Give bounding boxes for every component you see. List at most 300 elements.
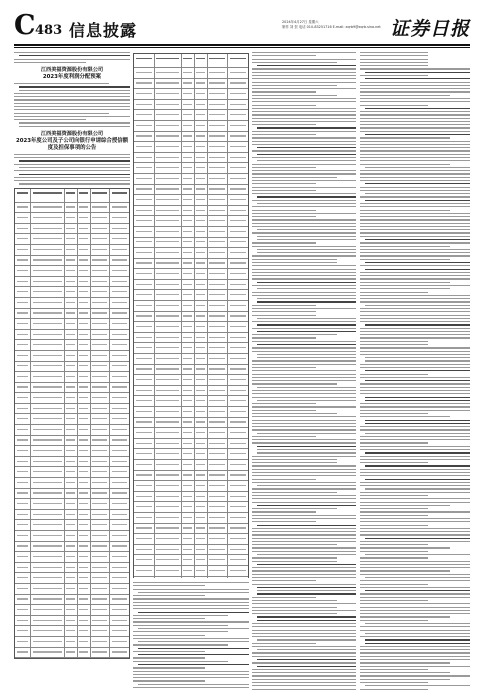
table-cell bbox=[78, 393, 91, 403]
text-line bbox=[360, 584, 428, 585]
text-line bbox=[133, 631, 228, 632]
text-line bbox=[252, 508, 337, 509]
text-line bbox=[252, 567, 356, 568]
table-cell bbox=[155, 492, 182, 502]
text-line bbox=[14, 154, 130, 155]
table-cell bbox=[110, 309, 129, 319]
table-row bbox=[134, 396, 248, 407]
table-cell bbox=[228, 375, 248, 385]
text-line bbox=[360, 669, 428, 670]
text-line bbox=[252, 150, 356, 151]
text-line bbox=[360, 600, 428, 601]
table-cell bbox=[65, 467, 78, 477]
text-line bbox=[360, 416, 450, 417]
text-line bbox=[252, 436, 316, 437]
table-cell bbox=[134, 227, 155, 237]
table-cell bbox=[91, 351, 111, 361]
table-cell bbox=[134, 386, 155, 396]
text-line bbox=[360, 383, 470, 384]
text-line bbox=[252, 459, 337, 460]
table-cell bbox=[195, 206, 208, 216]
table-cell bbox=[91, 213, 111, 223]
table-cell bbox=[110, 362, 129, 372]
table-cell bbox=[208, 153, 229, 163]
text-line bbox=[360, 206, 470, 207]
text-line bbox=[257, 639, 356, 640]
text-line bbox=[360, 620, 428, 621]
text-line bbox=[133, 615, 228, 616]
text-line bbox=[360, 52, 428, 53]
text-line bbox=[252, 219, 356, 220]
table-cell bbox=[78, 287, 91, 297]
table-cell bbox=[15, 542, 31, 552]
column-4 bbox=[360, 50, 470, 692]
text-line bbox=[360, 610, 470, 611]
text-line bbox=[360, 525, 428, 526]
table-cell bbox=[195, 439, 208, 449]
table-cell bbox=[15, 605, 31, 615]
text-line bbox=[252, 121, 356, 122]
text-line bbox=[360, 259, 450, 260]
text-line bbox=[257, 616, 356, 617]
text-line bbox=[252, 82, 356, 83]
table-cell bbox=[110, 245, 129, 255]
table-cell bbox=[91, 595, 111, 605]
text-line bbox=[252, 223, 356, 224]
table-cell bbox=[110, 266, 129, 276]
table-cell bbox=[155, 502, 182, 512]
text-line bbox=[252, 62, 337, 63]
table-row bbox=[15, 584, 129, 595]
table-cell bbox=[15, 626, 31, 636]
table-cell bbox=[65, 287, 78, 297]
text-line bbox=[14, 164, 130, 165]
text-line bbox=[252, 426, 356, 427]
table-cell bbox=[78, 520, 91, 530]
table-cell bbox=[78, 383, 91, 393]
text-line bbox=[138, 648, 249, 649]
text-line bbox=[365, 633, 470, 634]
table-cell bbox=[155, 386, 182, 396]
text-line bbox=[252, 200, 356, 201]
table-cell bbox=[134, 290, 155, 300]
table-cell bbox=[208, 471, 229, 481]
table-cell bbox=[15, 446, 31, 456]
table-cell bbox=[155, 555, 182, 565]
table-cell bbox=[91, 277, 111, 287]
table-row bbox=[15, 436, 129, 447]
table-cell bbox=[195, 269, 208, 279]
table-cell bbox=[182, 513, 195, 523]
text-line bbox=[360, 127, 470, 128]
text-line bbox=[360, 557, 428, 558]
text-line bbox=[252, 607, 337, 608]
table-cell bbox=[15, 319, 31, 329]
table-cell bbox=[65, 489, 78, 499]
text-line bbox=[252, 423, 356, 424]
text-line bbox=[360, 213, 470, 214]
text-line bbox=[365, 167, 470, 168]
table-cell bbox=[182, 54, 195, 67]
text-line bbox=[365, 554, 470, 555]
table-cell bbox=[15, 520, 31, 530]
text-line bbox=[360, 292, 428, 293]
text-line bbox=[360, 459, 470, 460]
text-line bbox=[252, 141, 356, 142]
table-cell bbox=[208, 121, 229, 131]
text-line bbox=[360, 682, 428, 683]
newspaper-logo: 证券日报 bbox=[389, 18, 470, 40]
table-cell bbox=[31, 383, 65, 393]
text-line bbox=[360, 528, 470, 529]
text-line bbox=[360, 367, 470, 368]
masthead-rule-thin bbox=[14, 47, 470, 48]
table-cell bbox=[134, 206, 155, 216]
table-row bbox=[15, 563, 129, 574]
table-cell bbox=[91, 266, 111, 276]
table-cell bbox=[110, 436, 129, 446]
table-row bbox=[134, 492, 248, 503]
table-cell bbox=[110, 489, 129, 499]
text-line bbox=[360, 630, 470, 631]
table-cell bbox=[134, 248, 155, 258]
text-line bbox=[360, 587, 470, 588]
text-line bbox=[252, 193, 356, 194]
text-line bbox=[257, 449, 356, 450]
table-cell bbox=[155, 132, 182, 142]
table-cell bbox=[195, 577, 208, 579]
table-cell bbox=[155, 259, 182, 269]
table-cell bbox=[31, 436, 65, 446]
text-line bbox=[365, 685, 470, 686]
table-row bbox=[15, 414, 129, 425]
table-cell bbox=[208, 312, 229, 322]
table-row bbox=[134, 216, 248, 227]
table-cell bbox=[155, 174, 182, 184]
text-line bbox=[252, 177, 337, 178]
table-cell bbox=[31, 499, 65, 509]
table-cell bbox=[31, 520, 65, 530]
table-cell bbox=[208, 577, 229, 579]
text-line bbox=[360, 508, 428, 509]
table-cell bbox=[110, 457, 129, 467]
text-line bbox=[360, 173, 470, 174]
table-cell bbox=[195, 354, 208, 364]
table-cell bbox=[208, 259, 229, 269]
table-cell bbox=[195, 216, 208, 226]
table-row bbox=[134, 79, 248, 90]
table-row bbox=[134, 142, 248, 153]
table-cell bbox=[65, 266, 78, 276]
table-cell bbox=[228, 185, 248, 195]
text-line bbox=[360, 393, 470, 394]
text-line bbox=[360, 574, 470, 575]
table-cell bbox=[15, 573, 31, 583]
table-row bbox=[15, 573, 129, 584]
text-line bbox=[252, 52, 356, 53]
table-row bbox=[15, 298, 129, 309]
table-cell bbox=[78, 446, 91, 456]
text-line bbox=[360, 101, 470, 102]
table-cell bbox=[31, 404, 65, 414]
text-line bbox=[14, 59, 130, 60]
table-cell bbox=[134, 68, 155, 78]
text-line bbox=[360, 298, 470, 299]
table-row bbox=[15, 189, 129, 203]
text-line bbox=[360, 679, 450, 680]
table-cell bbox=[155, 153, 182, 163]
table-cell bbox=[155, 79, 182, 89]
text-line bbox=[252, 255, 356, 256]
table-cell bbox=[155, 269, 182, 279]
text-line bbox=[360, 475, 470, 476]
table-cell bbox=[208, 333, 229, 343]
table-cell bbox=[195, 153, 208, 163]
text-line bbox=[360, 68, 470, 69]
table-cell bbox=[182, 195, 195, 205]
text-line bbox=[133, 595, 205, 596]
text-line bbox=[360, 187, 470, 188]
text-line bbox=[252, 561, 337, 562]
table-cell bbox=[134, 375, 155, 385]
table-cell bbox=[78, 563, 91, 573]
table-cell bbox=[78, 362, 91, 372]
table-cell bbox=[155, 238, 182, 248]
table-cell bbox=[195, 365, 208, 375]
table-cell bbox=[195, 418, 208, 428]
table-cell bbox=[31, 298, 65, 308]
table-cell bbox=[78, 457, 91, 467]
text-line bbox=[360, 210, 450, 211]
text-line bbox=[257, 196, 356, 197]
table-cell bbox=[155, 428, 182, 438]
text-line bbox=[360, 295, 470, 296]
text-line bbox=[365, 488, 470, 489]
table-row bbox=[134, 206, 248, 217]
col2-footer-lines bbox=[133, 582, 249, 688]
table-cell bbox=[15, 309, 31, 319]
text-line bbox=[257, 239, 356, 240]
text-line bbox=[257, 649, 356, 650]
table-cell bbox=[155, 471, 182, 481]
table-cell bbox=[155, 248, 182, 258]
table-cell bbox=[134, 195, 155, 205]
text-line bbox=[360, 98, 470, 99]
text-line bbox=[14, 103, 130, 104]
table-cell bbox=[228, 471, 248, 481]
text-line bbox=[14, 106, 130, 107]
text-line bbox=[360, 462, 428, 463]
table-cell bbox=[195, 428, 208, 438]
table-cell bbox=[31, 637, 65, 647]
table-row bbox=[15, 309, 129, 320]
table-cell bbox=[91, 552, 111, 562]
table-cell bbox=[31, 372, 65, 382]
text-line bbox=[360, 570, 450, 571]
text-line bbox=[360, 498, 470, 499]
table-cell bbox=[208, 418, 229, 428]
table-cell bbox=[195, 280, 208, 290]
text-line bbox=[19, 167, 130, 168]
text-line bbox=[360, 219, 470, 220]
table-cell bbox=[134, 259, 155, 269]
table-row bbox=[134, 555, 248, 566]
table-cell bbox=[15, 637, 31, 647]
table-cell bbox=[31, 584, 65, 594]
text-line bbox=[252, 577, 356, 578]
table-cell bbox=[228, 68, 248, 78]
table-cell bbox=[65, 245, 78, 255]
table-cell bbox=[110, 340, 129, 350]
text-line bbox=[360, 544, 428, 545]
text-line bbox=[252, 98, 356, 99]
table-cell bbox=[65, 362, 78, 372]
table-row bbox=[134, 280, 248, 291]
text-line bbox=[252, 413, 337, 414]
col1-body-text-1 bbox=[14, 83, 130, 127]
table-cell bbox=[65, 277, 78, 287]
text-line bbox=[360, 541, 470, 542]
text-line bbox=[360, 564, 470, 565]
text-line bbox=[360, 85, 470, 86]
table-cell bbox=[155, 343, 182, 353]
table-row bbox=[15, 510, 129, 521]
text-line bbox=[252, 633, 356, 634]
table-cell bbox=[110, 425, 129, 435]
table-cell bbox=[228, 227, 248, 237]
table-cell bbox=[182, 343, 195, 353]
table-cell bbox=[155, 513, 182, 523]
text-line bbox=[365, 479, 470, 480]
table-cell bbox=[31, 224, 65, 234]
table-row bbox=[134, 566, 248, 577]
table-cell bbox=[78, 319, 91, 329]
text-line bbox=[360, 429, 470, 430]
table-cell bbox=[65, 383, 78, 393]
col2-table bbox=[133, 53, 249, 578]
text-line bbox=[360, 311, 470, 312]
table-row bbox=[15, 499, 129, 510]
table-cell bbox=[195, 121, 208, 131]
text-line bbox=[360, 521, 470, 522]
table-cell bbox=[78, 203, 91, 213]
table-row bbox=[15, 446, 129, 457]
table-cell bbox=[15, 234, 31, 244]
text-line bbox=[360, 144, 470, 145]
table-cell bbox=[155, 163, 182, 173]
text-line bbox=[257, 659, 356, 660]
text-line bbox=[257, 252, 356, 253]
text-line bbox=[360, 446, 470, 447]
table-cell bbox=[65, 256, 78, 266]
table-cell bbox=[65, 425, 78, 435]
table-cell bbox=[134, 89, 155, 99]
table-cell bbox=[228, 100, 248, 110]
table-cell bbox=[91, 467, 111, 477]
text-line bbox=[360, 413, 428, 414]
table-cell bbox=[31, 542, 65, 552]
table-cell bbox=[182, 577, 195, 579]
text-line bbox=[360, 118, 470, 119]
table-cell bbox=[228, 555, 248, 565]
table-cell bbox=[110, 531, 129, 541]
text-line bbox=[360, 285, 470, 286]
table-cell bbox=[228, 534, 248, 544]
table-cell bbox=[134, 566, 155, 576]
text-line bbox=[133, 625, 228, 626]
table-cell bbox=[195, 227, 208, 237]
table-cell bbox=[65, 616, 78, 626]
text-line bbox=[252, 295, 356, 296]
text-line bbox=[252, 469, 356, 470]
table-cell bbox=[208, 79, 229, 89]
text-line bbox=[252, 479, 316, 480]
table-row bbox=[134, 301, 248, 312]
table-cell bbox=[182, 248, 195, 258]
table-cell bbox=[110, 552, 129, 562]
text-line bbox=[252, 439, 356, 440]
text-line bbox=[252, 278, 356, 279]
text-line bbox=[360, 482, 470, 483]
text-line bbox=[133, 621, 249, 622]
table-cell bbox=[78, 595, 91, 605]
table-row bbox=[15, 372, 129, 383]
table-cell bbox=[91, 256, 111, 266]
text-line bbox=[360, 666, 470, 667]
text-line bbox=[252, 383, 337, 384]
text-line bbox=[252, 367, 316, 368]
text-line bbox=[138, 612, 249, 613]
table-cell bbox=[65, 224, 78, 234]
table-cell bbox=[208, 100, 229, 110]
table-cell bbox=[31, 457, 65, 467]
table-cell bbox=[182, 280, 195, 290]
text-line bbox=[252, 134, 316, 135]
text-line bbox=[360, 147, 470, 148]
table-cell bbox=[31, 616, 65, 626]
section-letter: C bbox=[14, 10, 35, 41]
table-cell bbox=[110, 626, 129, 636]
table-cell bbox=[110, 573, 129, 583]
text-line bbox=[252, 305, 316, 306]
text-line bbox=[252, 91, 316, 92]
table-row bbox=[134, 524, 248, 535]
table-cell bbox=[228, 365, 248, 375]
text-line bbox=[14, 62, 86, 63]
table-cell bbox=[31, 605, 65, 615]
table-cell bbox=[155, 460, 182, 470]
table-cell bbox=[110, 616, 129, 626]
table-cell bbox=[15, 648, 31, 658]
table-cell bbox=[155, 418, 182, 428]
table-cell bbox=[110, 414, 129, 424]
text-line bbox=[257, 354, 356, 355]
text-line bbox=[360, 288, 450, 289]
text-line bbox=[360, 567, 470, 568]
table-cell bbox=[31, 234, 65, 244]
text-line bbox=[257, 318, 356, 319]
column-1 bbox=[14, 50, 130, 692]
text-line bbox=[257, 324, 356, 325]
text-line bbox=[252, 216, 316, 217]
text-line bbox=[252, 656, 356, 657]
table-cell bbox=[228, 290, 248, 300]
text-line bbox=[252, 488, 356, 489]
text-line bbox=[133, 671, 249, 672]
table-cell bbox=[15, 277, 31, 287]
text-line bbox=[365, 538, 470, 539]
table-cell bbox=[65, 510, 78, 520]
